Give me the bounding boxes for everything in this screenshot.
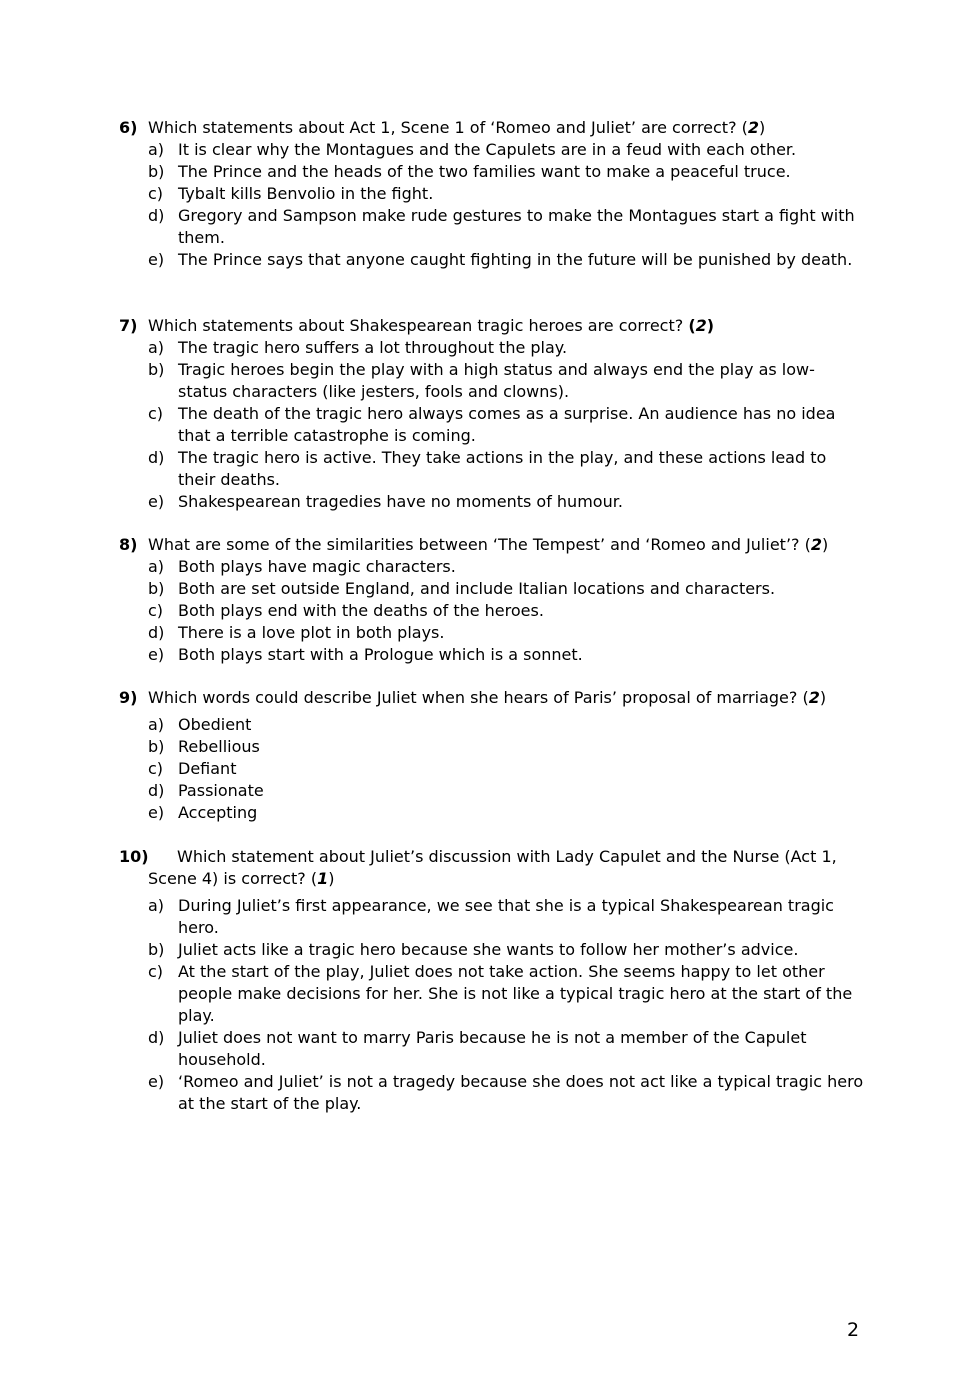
option-item: e) Shakespearean tragedies have no moments of humour. (148, 492, 623, 511)
marks: 2 (808, 688, 820, 707)
option-item: c) Both plays end with the deaths of the heroes. (148, 601, 544, 620)
option-item: a) Both plays have magic characters. (148, 557, 456, 576)
option-item: d) There is a love plot in both plays. (148, 623, 445, 642)
option-item: d) Gregory and Sampson make rude gestures to make the Montagues start a fight with them. (148, 206, 855, 247)
options-list (119, 895, 864, 1115)
marks: 2 (747, 118, 760, 137)
question-6-stem: 6) Which statements about Act 1, Scene 1 of ‘Romeo and Juliet’ are correct? (2) (119, 118, 766, 137)
option-item: b) Tragic heroes begin the play with a high status and always end the play as low-status characters (like jesters, fools and clowns). (148, 360, 815, 401)
question-7-stem (119, 315, 864, 337)
question-text: Which words could describe Juliet when she hears of Paris’ proposal of marriage? ( (148, 688, 809, 707)
question-10-stem (119, 846, 864, 868)
question-number: 6) (119, 118, 138, 137)
option-item: a) During Juliet’s first appearance, we see that she is a typical Shakespearean tragic hero. (148, 896, 834, 937)
options-list (119, 337, 864, 513)
question-text: Which statement about Juliet’s discussion with Lady Capulet and the Nurse (Act 1, (177, 847, 837, 866)
marks: 2 (810, 535, 822, 554)
option-item: c) Tybalt kills Benvolio in the fight. (148, 184, 434, 203)
option-item: a) The tragic hero suffers a lot throughout the play. (148, 338, 568, 357)
question-8 (119, 534, 864, 666)
options-list (119, 556, 864, 666)
option-item: a) Obedient (148, 715, 252, 734)
option-item: e) Accepting (148, 803, 258, 822)
option-item: b) The Prince and the heads of the two families want to make a peaceful truce. (148, 162, 791, 181)
options-list (119, 714, 864, 824)
option-item: c) At the start of the play, Juliet does not take action. She seems happy to let other people make decisions for her. She is not like a typical tragic hero at the start of the play. (148, 962, 853, 1025)
option-item: d) Passionate (148, 781, 264, 800)
question-text: Which statements about Act 1, Scene 1 of ‘Romeo and Juliet’ are correct? ( (148, 118, 748, 137)
question-6 (119, 117, 864, 271)
question-number: 7) (119, 316, 138, 335)
option-item: b) Juliet acts like a tragic hero because she wants to follow her mother’s advice. (148, 940, 799, 959)
option-item: e) ‘Romeo and Juliet’ is not a tragedy because she does not act like a typical tragic hero at the start of the play. (148, 1072, 864, 1113)
marks: (2) (688, 316, 715, 335)
question-number: 10) (119, 847, 149, 866)
option-item: e) Both plays start with a Prologue which is a sonnet. (148, 645, 583, 664)
page-number: 2 (847, 1319, 860, 1341)
question-7 (119, 315, 864, 513)
option-item: b) Rebellious (148, 737, 260, 756)
option-item: b) Both are set outside England, and include Italian locations and characters. (148, 579, 776, 598)
question-9-stem: 9) Which words could describe Juliet when she hears of Paris’ proposal of marriage? (2) (119, 688, 827, 707)
question-number: 9) (119, 688, 138, 707)
question-10: 10) Which statement about Juliet’s discussion with Lady Capulet and the Nurse (Act 1, Scene 4) is correct? (1) a) During Juliet’s first appearance, we see that she is a typical Shakespearean tragic hero. b) Juliet acts like a tragic hero because she wants to follow her mother’s advice. c) At the start of the play, Juliet does not take action. She seems happy to let other people make decisions for her. She is not like a typical tragic hero at the start of the play. d) Juliet does not want to marry Paris because he is not a member of the Capulet household. e) ‘Romeo and Juliet’ is not a tragedy because she does not act like a typical tragic hero at the start of the play. (119, 847, 864, 1113)
option-item: a) It is clear why the Montagues and the Capulets are in a feud with each other. (148, 140, 797, 159)
question-8-stem: 8) What are some of the similarities between ‘The Tempest’ and ‘Romeo and Juliet’? (2) (119, 535, 829, 554)
option-item: d) Juliet does not want to marry Paris because he is not a member of the Capulet household. (148, 1028, 807, 1069)
option-item: d) The tragic hero is active. They take actions in the play, and these actions lead to their deaths. (148, 448, 827, 489)
option-item: e) The Prince says that anyone caught fighting in the future will be punished by death. (148, 250, 853, 269)
marks: 1 (317, 869, 329, 888)
question-9 (119, 687, 864, 824)
option-item: c) Defiant (148, 759, 237, 778)
question-number: 8) (119, 535, 138, 554)
question-text: What are some of the similarities between ‘The Tempest’ and ‘Romeo and Juliet’? ( (148, 535, 811, 554)
question-text: Which statements about Shakespearean tragic heroes are correct? (148, 316, 689, 335)
options-list (119, 139, 864, 271)
option-item: c) The death of the tragic hero always comes as a surprise. An audience has no idea that a terrible catastrophe is coming. (148, 404, 836, 445)
